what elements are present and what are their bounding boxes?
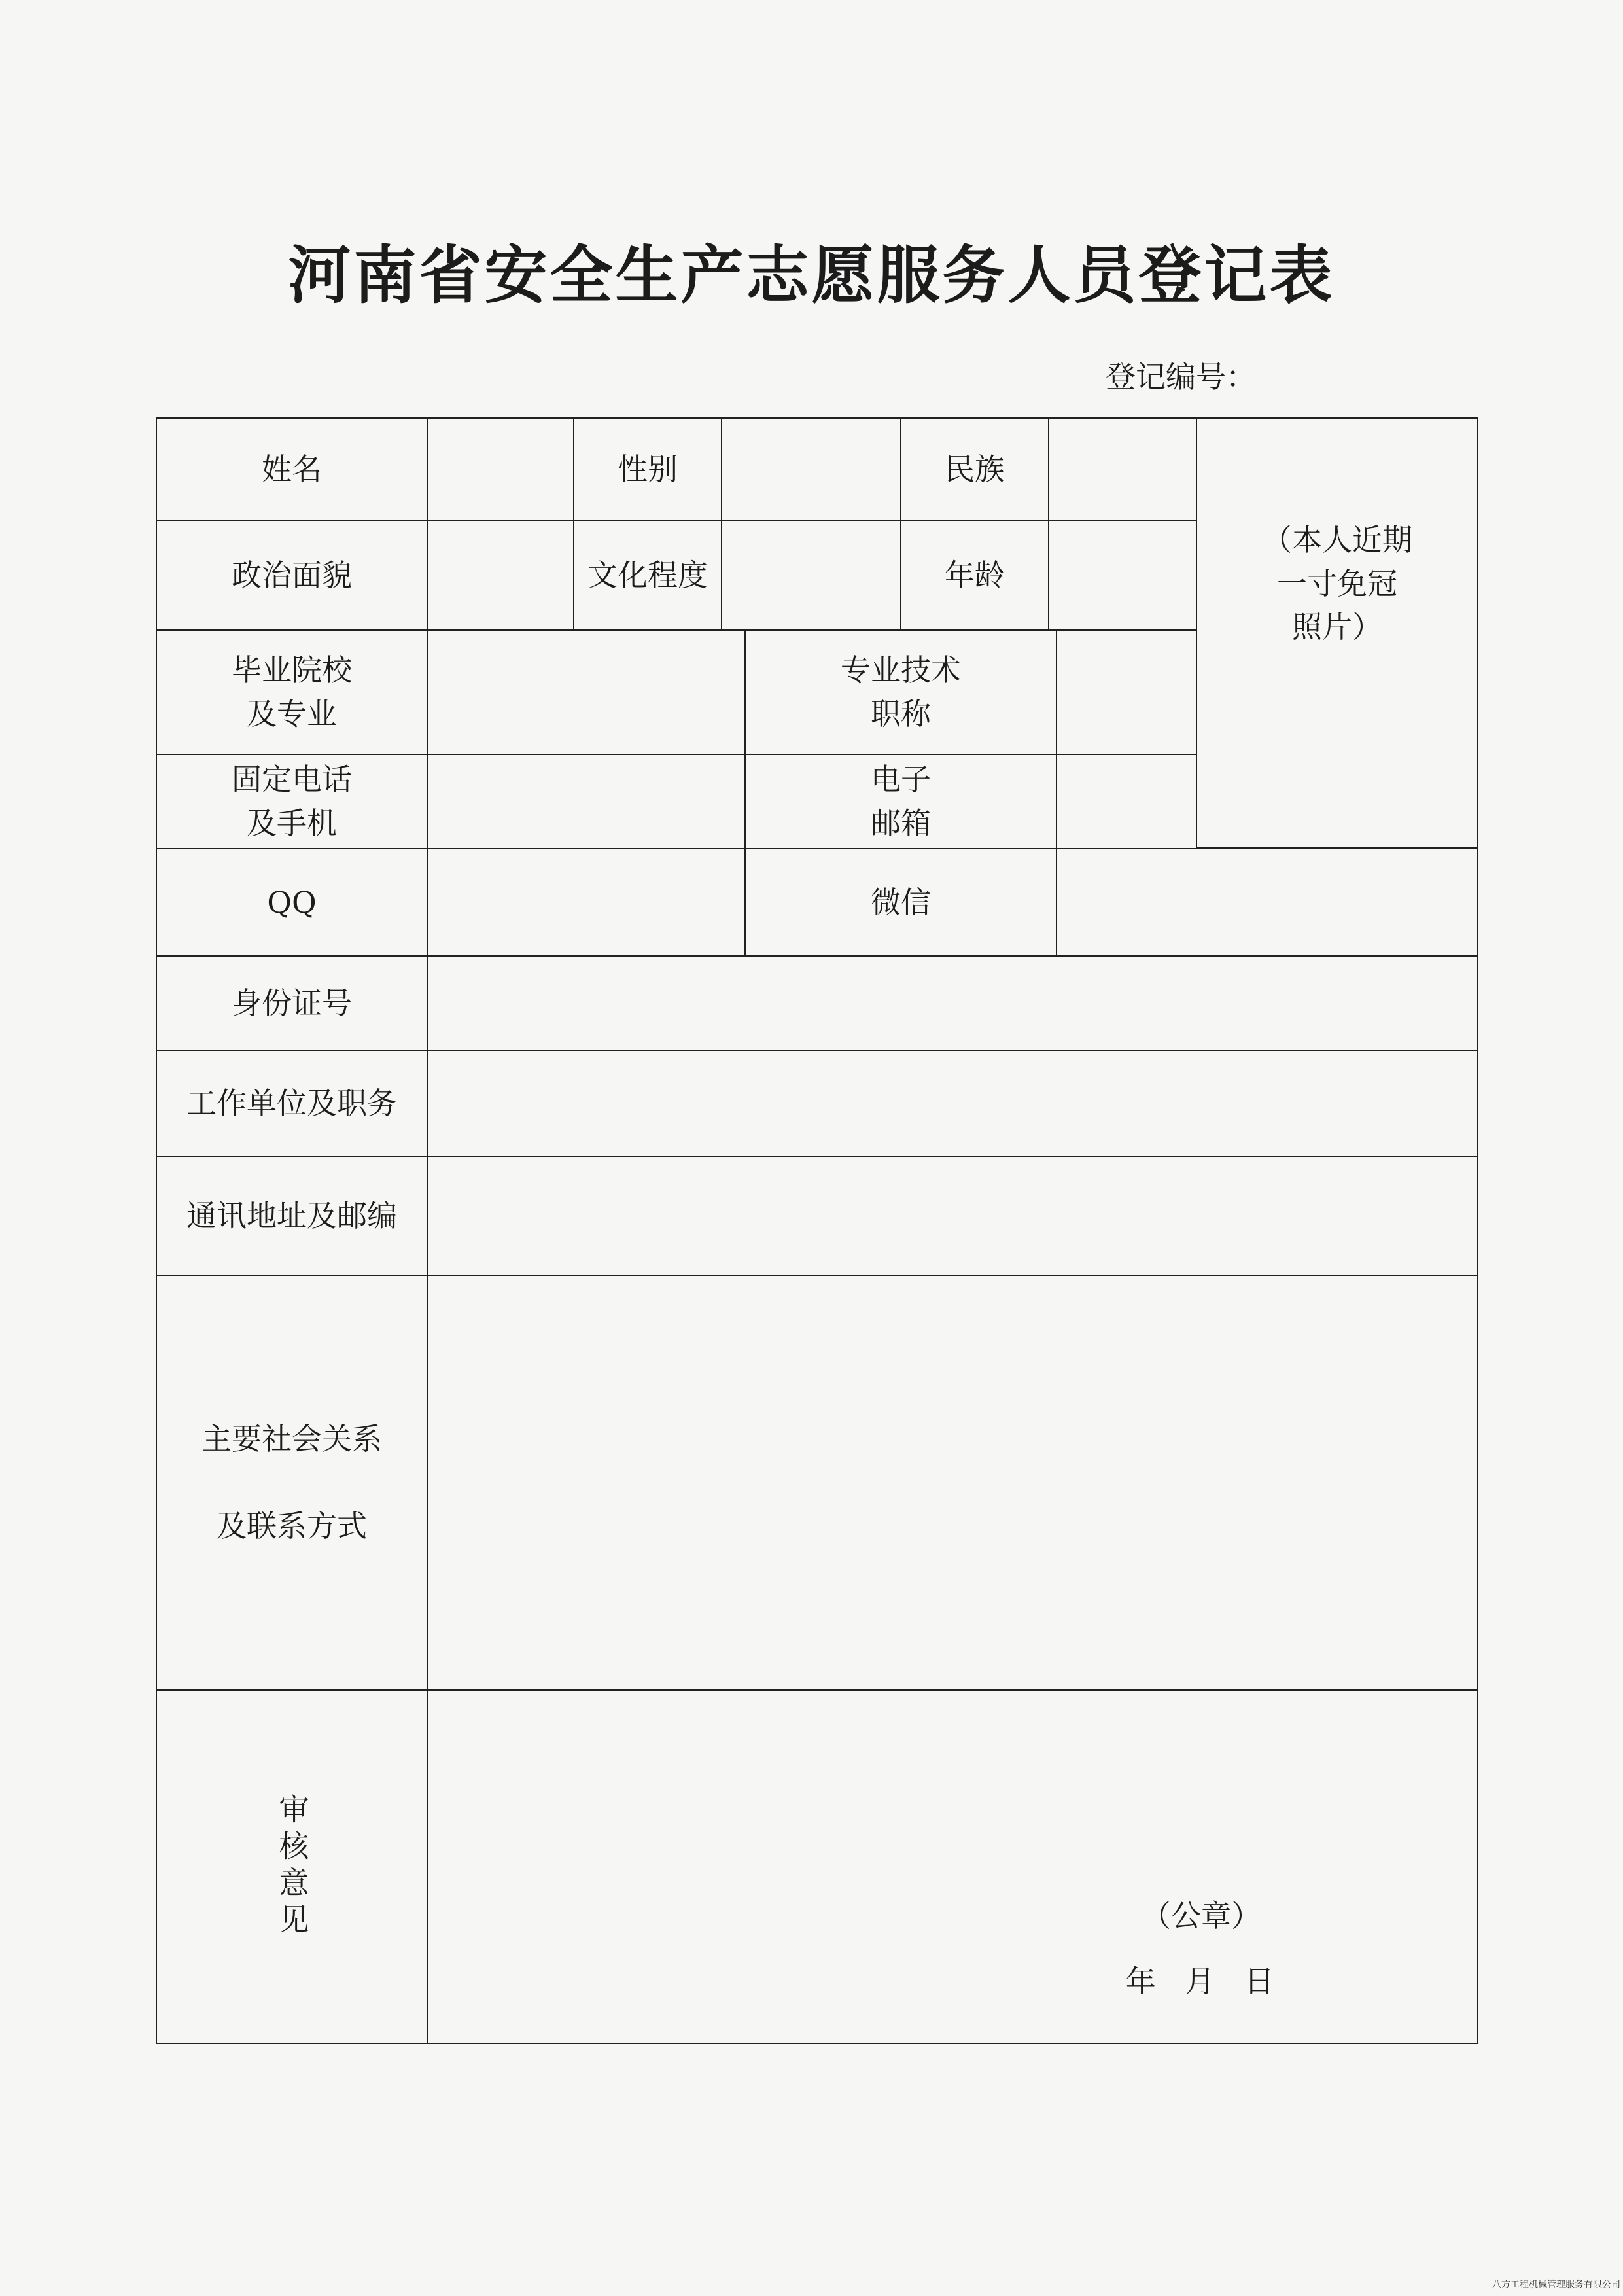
ethnicity-input[interactable] — [1048, 417, 1197, 521]
gender-label: 性别 — [573, 417, 722, 521]
address-postcode-label: 通讯地址及邮编 — [156, 1156, 428, 1276]
school-major-input[interactable] — [427, 629, 746, 755]
wechat-label: 微信 — [744, 848, 1057, 957]
education-input[interactable] — [721, 520, 901, 631]
phone-input[interactable] — [427, 754, 746, 849]
photo-note: （本人近期 一寸免冠 照片） — [1262, 521, 1412, 645]
date-label: 年 月 日 — [1125, 1964, 1274, 2000]
name-label: 姓名 — [156, 417, 428, 521]
id-number-label: 身份证号 — [156, 955, 428, 1051]
id-number-input[interactable] — [427, 955, 1478, 1051]
email-input[interactable] — [1056, 754, 1197, 849]
registration-number-label: 登记编号： — [1106, 359, 1256, 395]
employer-position-label: 工作单位及职务 — [156, 1050, 428, 1157]
address-postcode-input[interactable] — [427, 1156, 1478, 1276]
professional-title-label: 专业技术 职称 — [744, 629, 1057, 755]
registration-form-table — [156, 417, 1477, 2044]
review-opinion-input[interactable] — [427, 1689, 1478, 2044]
school-major-label: 毕业院校 及专业 — [156, 629, 428, 755]
employer-position-input[interactable] — [427, 1050, 1478, 1157]
gender-input[interactable] — [721, 417, 901, 521]
education-label: 文化程度 — [573, 520, 722, 631]
age-label: 年龄 — [900, 520, 1049, 631]
email-label: 电子 邮箱 — [744, 754, 1057, 849]
wechat-input[interactable] — [1056, 848, 1478, 957]
page-title: 河南省安全生产志愿服务人员登记表 — [288, 239, 1335, 312]
age-input[interactable] — [1048, 520, 1197, 631]
political-status-label: 政治面貌 — [156, 520, 428, 631]
qq-input[interactable] — [427, 848, 746, 957]
political-status-input[interactable] — [427, 520, 574, 631]
review-opinion-label: 审核意见 — [156, 1689, 428, 2044]
official-seal-label: （公章） — [1141, 1898, 1261, 1934]
photo-box[interactable] — [1196, 417, 1478, 848]
name-input[interactable] — [427, 417, 574, 521]
professional-title-input[interactable] — [1056, 629, 1197, 755]
social-relations-label: 主要社会关系 及联系方式 — [156, 1275, 428, 1691]
phone-label: 固定电话 及手机 — [156, 754, 428, 849]
social-relations-input[interactable] — [427, 1275, 1478, 1691]
ethnicity-label: 民族 — [900, 417, 1049, 521]
qq-label: QQ — [156, 848, 428, 957]
footer-watermark: 八方工程机械管理服务有限公司 — [1492, 2280, 1620, 2290]
